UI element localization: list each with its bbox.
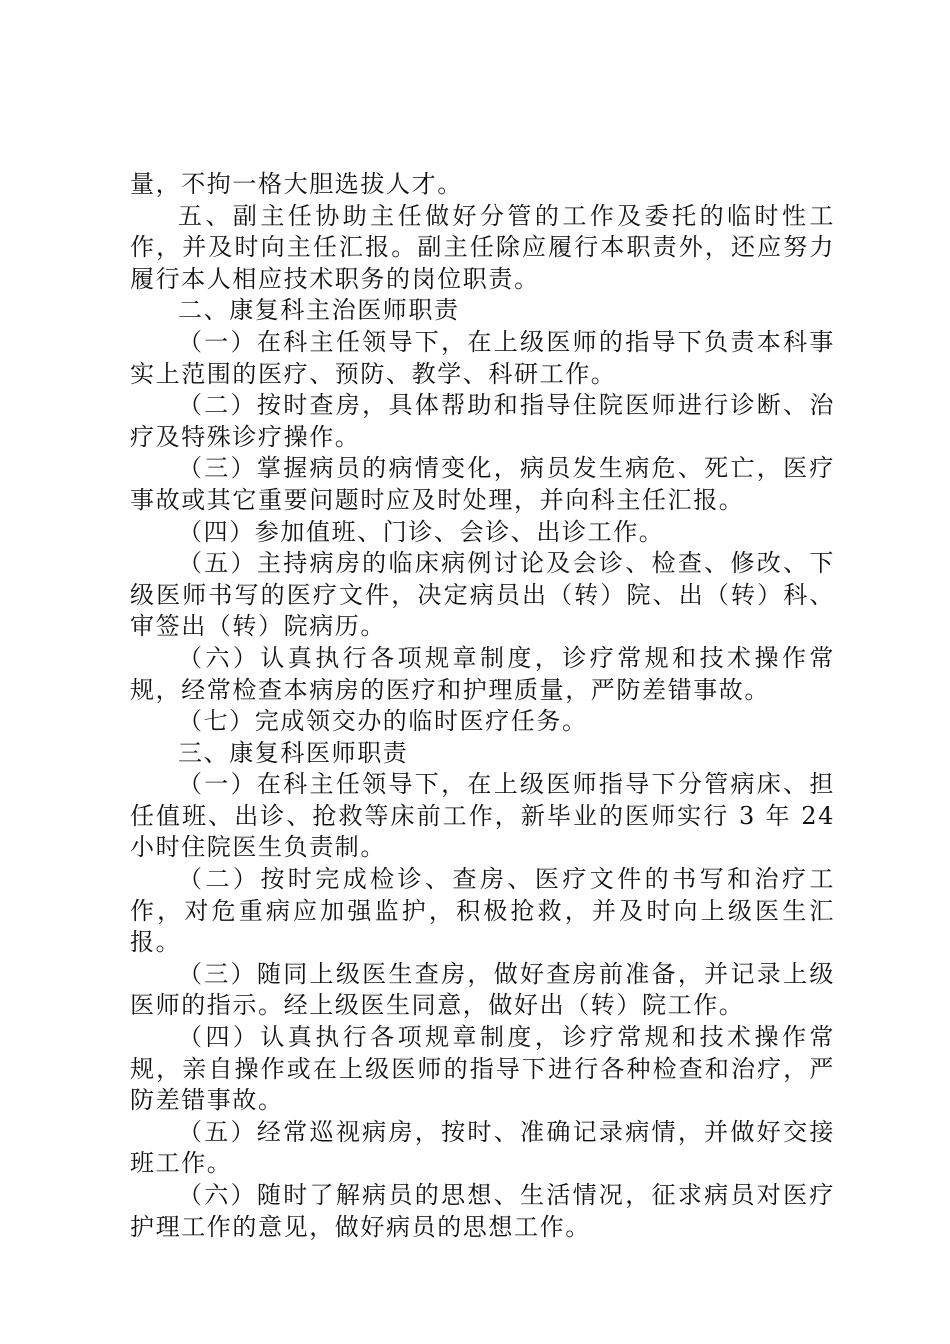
paragraph-attending-1: （一）在科主任领导下，在上级医师的指导下负责本科事实上范围的医疗、预防、教学、科研工作。 (130, 327, 835, 388)
paragraph-physician-6: （六）随时了解病员的思想、生活情况，征求病员对医疗护理工作的意见，做好病员的思想工作。 (130, 1181, 835, 1241)
paragraph-physician-1: （一）在科主任领导下，在上级医师指导下分管病床、担任值班、出诊、抢救等床前工作，新毕业的医师实行 3 年 24 小时住院医生负责制。 (130, 770, 835, 862)
paragraph-attending-5: （五）主持病房的临床病例讨论及会诊、检查、修改、下级医师书写的医疗文件，决定病员出（转）院、出（转）科、审签出（转）院病历。 (130, 549, 835, 641)
paragraph-attending-2: （二）按时查房，具体帮助和指导住院医师进行诊断、治疗及特殊诊疗操作。 (130, 391, 835, 451)
section-heading-physician: 三、康复科医师职责 (178, 738, 409, 767)
paragraph-physician-5: （五）经常巡视病房，按时、准确记录病情，并做好交接班工作。 (130, 1117, 835, 1178)
paragraph-physician-2: （二）按时完成检诊、查房、医疗文件的书写和治疗工作，对危重病应加强监护，积极抢救，并及时向上级医生汇报。 (130, 865, 835, 957)
paragraph-continuation: 量，不拘一格大胆选拔人才。 (130, 170, 463, 198)
section-heading-attending-physician: 二、康复科主治医师职责 (178, 296, 460, 325)
paragraph-attending-4: （四）参加值班、门诊、会诊、出诊工作。 (178, 517, 665, 546)
paragraph-physician-4: （四）认真执行各项规章制度，诊疗常规和技术操作常规，亲自操作或在上级医师的指导下进行各种检查和治疗，严防差错事故。 (130, 1023, 835, 1115)
paragraph-attending-3: （三）掌握病员的病情变化，病员发生病危、死亡，医疗事故或其它重要问题时应及时处理，并向科主任汇报。 (130, 454, 835, 514)
paragraph-attending-7: （七）完成领交办的临时医疗任务。 (178, 707, 588, 736)
paragraph-item-5-deputy-director: 五、副主任协助主任做好分管的工作及委托的临时性工作，并及时向主任汇报。副主任除应履行本职责外，还应努力履行本人相应技术职务的岗位职责。 (130, 201, 835, 293)
paragraph-physician-3: （三）随同上级医生查房，做好查房前准备，并记录上级医师的指示。经上级医生同意，做好出（转）院工作。 (130, 959, 835, 1020)
document-page (130, 169, 835, 1243)
paragraph-attending-6: （六）认真执行各项规章制度，诊疗常规和技术操作常规，经常检查本病房的医疗和护理质量，严防差错事故。 (130, 643, 835, 704)
